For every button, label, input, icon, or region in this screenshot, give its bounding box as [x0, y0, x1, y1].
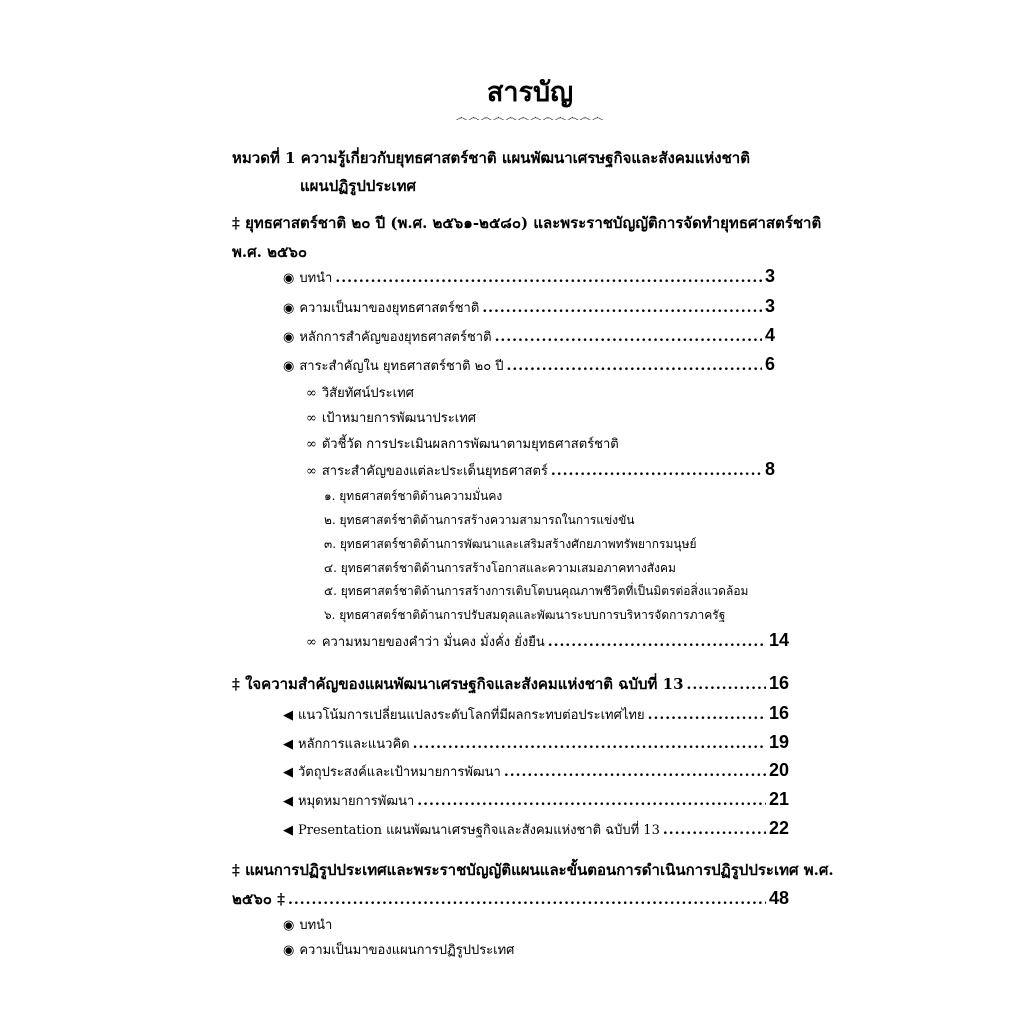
toc-entry-label: หมุดหมายการพัฒนา — [298, 794, 415, 809]
page-title: สารบัญ — [486, 77, 574, 108]
target-bullet-icon: ◉ — [283, 271, 295, 286]
toc-entry[interactable] — [283, 296, 775, 318]
dot-leader — [288, 892, 766, 908]
toc-entry[interactable] — [283, 914, 332, 935]
numbered-item: ๓. ยุทธศาสตร์ชาติด้านการพัฒนาและเสริมสร้างศักยภาพทรัพยากรมนุษย์ — [324, 537, 697, 551]
toc-entry-label: Presentation แผนพัฒนาเศรษฐกิจและสังคมแห่งชาติ ฉบับที่ 13 — [298, 823, 660, 838]
target-bullet-icon: ◉ — [283, 301, 295, 316]
target-bullet-icon: ◉ — [283, 359, 295, 374]
toc-page-number: 14 — [768, 630, 789, 650]
toc-subentry[interactable] — [306, 407, 476, 428]
dot-leader — [548, 634, 766, 650]
left-triangle-bullet-icon: ◀ — [283, 737, 293, 752]
toc-entry-label: บทนำ — [299, 918, 333, 933]
section3-heading-line1: ‡ แผนการปฏิรูปประเทศและพระราชบัญญัติแผนและขั้นตอนการดำเนินการปฏิรูปประเทศ พ.ศ. — [232, 861, 834, 879]
dot-leader — [417, 793, 766, 809]
toc-subentry-label: เป้าหมายการพัฒนาประเทศ — [321, 411, 477, 426]
section3-heading-line2: ๒๕๖๐ ‡ — [232, 890, 285, 908]
toc-entry[interactable] — [283, 939, 514, 960]
toc-entry[interactable] — [283, 703, 789, 725]
toc-subentry-label: ตัวชี้วัด การประเมินผลการพัฒนาตามยุทธศาสตร์ชาติ — [321, 437, 619, 452]
numbered-item: ๖. ยุทธศาสตร์ชาติด้านการปรับสมดุลและพัฒนาระบบการบริหารจัดการภาครัฐ — [324, 608, 726, 622]
toc-page-number: 3 — [764, 296, 775, 316]
toc-page-number: 21 — [768, 789, 789, 809]
toc-entry[interactable] — [283, 266, 775, 288]
toc-entry[interactable] — [283, 325, 775, 347]
infinity-bullet-icon: ∞ — [306, 464, 317, 479]
toc-page-number: 20 — [768, 760, 789, 780]
toc-subentry[interactable] — [306, 433, 619, 454]
toc-page-number: 48 — [768, 888, 789, 908]
left-triangle-bullet-icon: ◀ — [283, 794, 293, 809]
dot-leader — [504, 764, 766, 780]
toc-page-number: 8 — [764, 459, 775, 479]
toc-entry-label: ความเป็นมาของยุทธศาสตร์ชาติ — [299, 301, 480, 316]
dot-leader — [663, 822, 766, 838]
left-triangle-bullet-icon: ◀ — [283, 765, 293, 780]
toc-page-number: 19 — [768, 732, 789, 752]
toc-entry-label: แนวโน้มการเปลี่ยนแปลงระดับโลกที่มีผลกระทบต่อประเทศไทย — [298, 708, 645, 723]
target-bullet-icon: ◉ — [283, 330, 295, 345]
toc-entry-label: บทนำ — [299, 271, 333, 286]
chapter-heading-line1: หมวดที่ 1 ความรู้เกี่ยวกับยุทธศาสตร์ชาติ แผนพัฒนาเศรษฐกิจและสังคมแห่งชาติ — [232, 149, 750, 167]
target-bullet-icon: ◉ — [283, 918, 295, 933]
toc-page-number: 22 — [768, 818, 789, 838]
dot-leader — [413, 736, 766, 752]
target-bullet-icon: ◉ — [283, 943, 295, 958]
toc-entry[interactable] — [283, 789, 789, 811]
toc-page-number: 4 — [764, 325, 775, 345]
toc-subentry-label: ความหมายของคำว่า มั่นคง มั่งคั่ง ยั่งยืน — [321, 635, 545, 650]
dot-leader — [335, 270, 762, 286]
toc-entry-label: ความเป็นมาของแผนการปฏิรูปประเทศ — [299, 943, 515, 958]
numbered-item: ๒. ยุทธศาสตร์ชาติด้านการสร้างความสามารถในการแข่งขัน — [324, 513, 635, 527]
toc-entry[interactable] — [283, 818, 789, 840]
infinity-bullet-icon: ∞ — [306, 386, 317, 401]
toc-entry-label: หลักการสำคัญของยุทธศาสตร์ชาติ — [299, 330, 492, 345]
infinity-bullet-icon: ∞ — [306, 411, 317, 426]
toc-entry[interactable] — [283, 732, 789, 754]
left-triangle-bullet-icon: ◀ — [283, 823, 293, 838]
toc-entry-label: วัตถุประสงค์และเป้าหมายการพัฒนา — [298, 765, 501, 780]
toc-subentry[interactable] — [306, 459, 775, 481]
toc-subentry[interactable] — [306, 382, 414, 403]
section1-heading-line2: พ.ศ. ๒๕๖๐ — [232, 243, 307, 261]
toc-page-number: 6 — [764, 354, 775, 374]
numbered-item: ๑. ยุทธศาสตร์ชาติด้านความมั่นคง — [324, 489, 503, 503]
dot-leader — [551, 463, 762, 479]
title-ornament: ෴෴෴෴෴෴෴෴෴෴෴෴ — [455, 110, 605, 124]
toc-page-number: 16 — [768, 703, 789, 723]
dot-leader — [507, 358, 762, 374]
section2-heading-label: ‡ ใจความสำคัญของแผนพัฒนาเศรษฐกิจและสังคมแห่งชาติ ฉบับที่ 13 — [232, 675, 684, 693]
toc-section-heading[interactable] — [232, 672, 789, 696]
section1-heading-line1: ‡ ยุทธศาสตร์ชาติ ๒๐ ปี (พ.ศ. ๒๕๖๑-๒๕๘๐) และพระราชบัญญัติการจัดทำยุทธศาสตร์ชาติ — [232, 214, 822, 232]
toc-section-heading[interactable] — [232, 887, 789, 911]
left-triangle-bullet-icon: ◀ — [283, 708, 293, 723]
infinity-bullet-icon: ∞ — [306, 635, 317, 650]
toc-page-number: 16 — [768, 673, 789, 693]
chapter-heading-line2: แผนปฏิรูปประเทศ — [300, 177, 417, 195]
toc-page-number: 3 — [764, 266, 775, 286]
toc-entry-label: หลักการและแนวคิด — [298, 737, 410, 752]
toc-entry[interactable] — [283, 760, 789, 782]
dot-leader — [687, 677, 766, 693]
dot-leader — [648, 707, 766, 723]
dot-leader — [495, 329, 762, 345]
toc-subentry-label: สาระสำคัญของแต่ละประเด็นยุทธศาสตร์ — [321, 464, 548, 479]
infinity-bullet-icon: ∞ — [306, 437, 317, 452]
toc-subentry-label: วิสัยทัศน์ประเทศ — [321, 386, 414, 401]
toc-entry[interactable] — [283, 354, 775, 376]
numbered-item: ๔. ยุทธศาสตร์ชาติด้านการสร้างโอกาสและความเสมอภาคทางสังคม — [324, 561, 676, 575]
dot-leader — [482, 300, 762, 316]
toc-subentry[interactable] — [306, 630, 789, 652]
numbered-item: ๕. ยุทธศาสตร์ชาติด้านการสร้างการเติบโตบนคุณภาพชีวิตที่เป็นมิตรต่อสิ่งแวดล้อม — [324, 584, 749, 598]
toc-entry-label: สาระสำคัญใน ยุทธศาสตร์ชาติ ๒๐ ปี — [299, 359, 504, 374]
